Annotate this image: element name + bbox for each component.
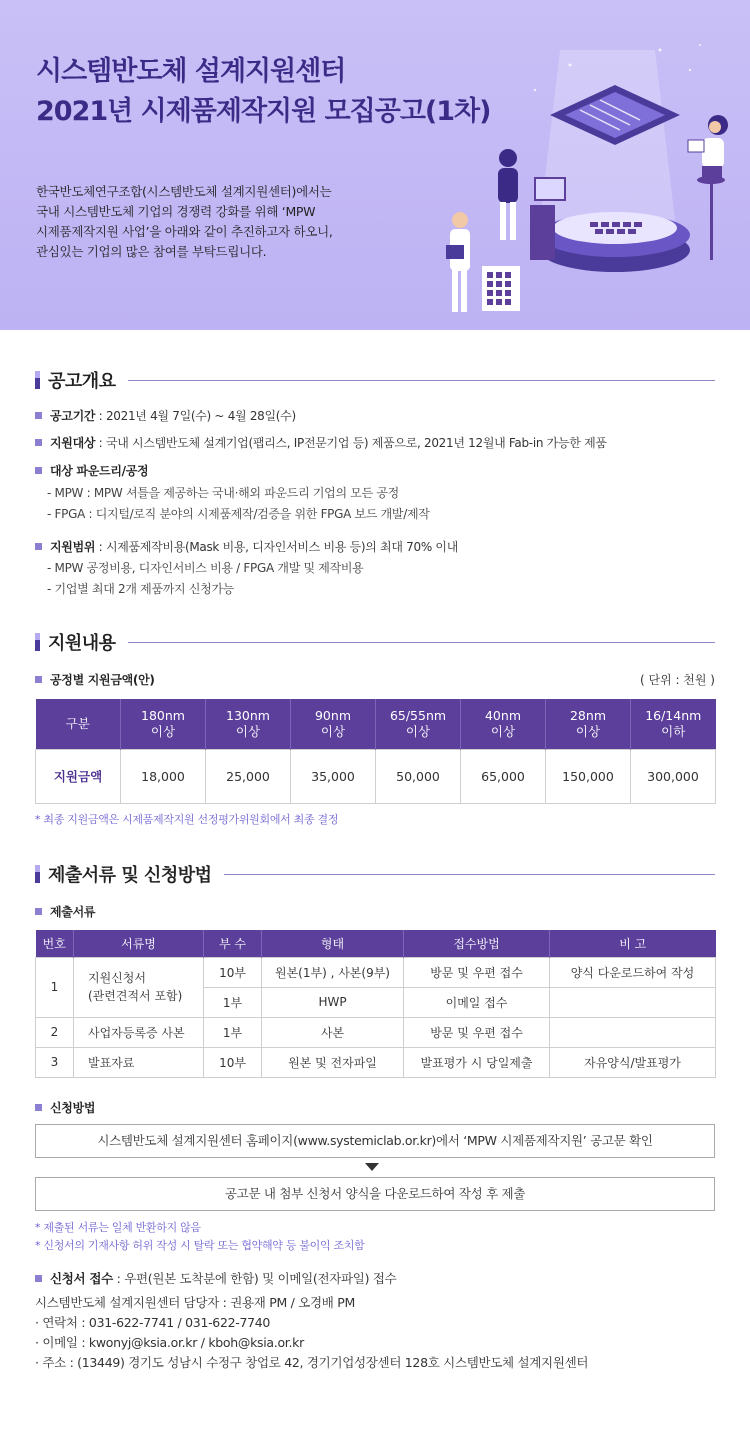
tablet-icon	[446, 245, 464, 259]
overview-scope	[35, 538, 458, 555]
section-docs-heading	[35, 862, 715, 886]
heading-marker	[35, 371, 40, 389]
bullet-square-icon	[35, 676, 42, 683]
bullet-square-icon	[35, 908, 42, 915]
table-cell: 10부	[204, 957, 262, 987]
scientist-head	[452, 212, 468, 228]
desc-line: 시제품제작지원 사업’을 아래와 같이 추진하고자 하오니,	[36, 224, 333, 239]
table-cell: 발표자료	[74, 1047, 204, 1077]
overview-period	[35, 407, 296, 424]
clipboard-icon	[688, 140, 704, 152]
table-cell: 1부	[204, 987, 262, 1017]
desc-line: 국내 시스템반도체 기업의 경쟁력 강화를 위해 ‘MPW	[36, 204, 316, 219]
table-header-cell: 40nm 이상	[461, 699, 546, 749]
target-value: : 국내 시스템반도체 설계기업(팹리스, IP전문기업 등) 제품으로, 2021년 12월내 Fab-in 가능한 제품	[95, 436, 607, 450]
stool-icon	[697, 176, 725, 184]
page-title	[36, 52, 490, 132]
heading-marker	[35, 865, 40, 883]
engineer-head	[499, 149, 517, 167]
docs-sublabel	[35, 903, 95, 920]
table-cell: HWP	[262, 987, 404, 1017]
unit-label: ( 단위 : 천원 )	[639, 673, 715, 687]
bullet-square-icon	[35, 1275, 42, 1282]
table-cell: 1	[36, 957, 74, 1017]
table-cell: 방문 및 우편 접수	[404, 1017, 550, 1047]
table-row	[36, 1047, 716, 1077]
receipt-label: 신청서 접수	[50, 1271, 113, 1286]
table-header-cell: 16/14nm 이하	[631, 699, 716, 749]
table-header-cell: 65/55nm 이상	[376, 699, 461, 749]
table-row-label: 지원금액	[36, 749, 121, 803]
apply-note: * 제출된 서류는 일체 반환하지 않음	[35, 1221, 201, 1234]
table-header-cell: 부 수	[204, 930, 262, 957]
woman-body	[702, 138, 724, 168]
support-amount-table	[35, 699, 716, 804]
support-sublabel	[35, 671, 155, 688]
contact-phone: · 연락처 : 031-622-7741 / 031-622-7740	[35, 1315, 271, 1330]
section-support-heading	[35, 630, 715, 654]
table-cell: 원본(1부) , 사본(9부)	[262, 957, 404, 987]
table-cell: 65,000	[461, 749, 546, 803]
bullet-square-icon	[35, 543, 42, 550]
table-header-cell: 형태	[262, 930, 404, 957]
table-cell: 지원신청서 (관련견적서 포함)	[74, 957, 204, 1017]
table-cell	[550, 987, 716, 1017]
table-header-cell: 접수방법	[404, 930, 550, 957]
wafer-icon	[553, 212, 677, 244]
scope-item: - 기업별 최대 2개 제품까지 신청가능	[47, 582, 235, 596]
table-cell: 3	[36, 1047, 74, 1077]
apply-sublabel	[35, 1099, 95, 1116]
desc-line: 관심있는 기업의 많은 참여를 부탁드립니다.	[36, 244, 267, 259]
apply-step-2: 공고문 내 첨부 신청서 양식을 다운로드하여 작성 후 제출	[35, 1177, 715, 1211]
title-line-1: 시스템반도체 설계지원센터	[36, 56, 346, 87]
bullet-square-icon	[35, 439, 42, 446]
table-header-cell: 번호	[36, 930, 74, 957]
desc-line: 한국반도체연구조합(시스템반도체 설계지원센터)에서는	[36, 184, 332, 199]
section-title: 공고개요	[48, 371, 116, 392]
bullet-square-icon	[35, 1104, 42, 1111]
apply-step-1: 시스템반도체 설계지원센터 홈페이지(www.systemiclab.or.kr)에서 ‘MPW 시제품제작지원’ 공고문 확인	[35, 1124, 715, 1158]
section-title: 제출서류 및 신청방법	[48, 865, 212, 886]
arrow-down-icon	[365, 1163, 379, 1171]
heading-rule	[128, 380, 715, 381]
table-cell: 25,000	[206, 749, 291, 803]
table-header-row	[36, 930, 716, 957]
hero-description	[36, 182, 406, 262]
table-header-cell: 90nm 이상	[291, 699, 376, 749]
heading-rule	[224, 874, 715, 875]
foundry-item: - FPGA : 디지털/로직 분야의 시제품제작/검증을 위한 FPGA 보드 개발/제작	[47, 507, 430, 521]
table-cell: 2	[36, 1017, 74, 1047]
heading-rule	[128, 642, 715, 643]
table-cell: 이메일 접수	[404, 987, 550, 1017]
apply-sub-label: 신청방법	[50, 1101, 96, 1115]
table-header-cell: 28nm 이상	[546, 699, 631, 749]
table-row	[36, 957, 716, 987]
docs-sub-label: 제출서류	[50, 905, 96, 919]
table-cell: 사업자등록증 사본	[74, 1017, 204, 1047]
contact-address: · 주소 : (13449) 경기도 성남시 수정구 창업로 42, 경기기업성장센터 128호 시스템반도체 설계지원센터	[35, 1355, 589, 1370]
table-cell: 150,000	[546, 749, 631, 803]
foundry-label: 대상 파운드리/공정	[50, 464, 149, 478]
table-header-cell: 130nm 이상	[206, 699, 291, 749]
engineer-body	[498, 168, 518, 203]
bullet-square-icon	[35, 467, 42, 474]
table-header-cell: 비 고	[550, 930, 716, 957]
table-cell: 방문 및 우편 접수	[404, 957, 550, 987]
table-cell: 300,000	[631, 749, 716, 803]
table-cell: 원본 및 전자파일	[262, 1047, 404, 1077]
overview-foundry	[35, 462, 148, 479]
table-cell: 자유양식/발표평가	[550, 1047, 716, 1077]
overview-target	[35, 434, 607, 451]
table-header-cell: 서류명	[74, 930, 204, 957]
period-label: 공고기간	[50, 409, 96, 423]
table-cell: 35,000	[291, 749, 376, 803]
table-row	[36, 1017, 716, 1047]
monitor-icon	[535, 178, 565, 200]
support-note: * 최종 지원금액은 시제품제작지원 선정평가위원회에서 최종 결정	[35, 813, 339, 826]
bullet-square-icon	[35, 412, 42, 419]
documents-table	[35, 930, 716, 1078]
table-cell	[550, 1017, 716, 1047]
console-stand	[530, 205, 555, 260]
table-cell: 18,000	[121, 749, 206, 803]
period-value: : 2021년 4월 7일(수) ~ 4월 28일(수)	[95, 409, 296, 423]
heading-marker	[35, 633, 40, 651]
foundry-item: - MPW : MPW 셔틀을 제공하는 국내·해외 파운드리 기업의 모든 공정	[47, 486, 399, 500]
table-cell: 사본	[262, 1017, 404, 1047]
semiconductor-illustration	[440, 30, 750, 330]
table-cell: 10부	[204, 1047, 262, 1077]
scope-value: : 시제품제작비용(Mask 비용, 디자인서비스 비용 등)의 최대 70% 이내	[95, 540, 459, 554]
scope-label: 지원범위	[50, 540, 96, 554]
table-cell: 1부	[204, 1017, 262, 1047]
hero-banner	[0, 0, 750, 330]
section-overview-heading	[35, 368, 715, 392]
table-header-cell: 180nm 이상	[121, 699, 206, 749]
table-cell: 양식 다운로드하여 작성	[550, 957, 716, 987]
target-label: 지원대상	[50, 436, 96, 450]
scope-item: - MPW 공정비용, 디자인서비스 비용 / FPGA 개발 및 제작비용	[47, 561, 364, 575]
table-cell: 발표평가 시 당일제출	[404, 1047, 550, 1077]
contact-email: · 이메일 : kwonyj@ksia.or.kr / kboh@ksia.or.kr	[35, 1335, 304, 1350]
receipt-line	[35, 1269, 396, 1287]
section-title: 지원내용	[48, 633, 116, 654]
title-line-2: 2021년 시제품제작지원 모집공고(1차)	[36, 96, 491, 127]
apply-note: * 신청서의 기재사항 허위 작성 시 탈락 또는 협약해약 등 불이익 조치함	[35, 1239, 365, 1252]
table-header-cell: 구분	[36, 699, 121, 749]
receipt-value: : 우편(원본 도착분에 한함) 및 이메일(전자파일) 접수	[112, 1271, 397, 1286]
table-header-row	[36, 699, 716, 749]
table-cell: 50,000	[376, 749, 461, 803]
table-row	[36, 749, 716, 803]
support-sub-label: 공정별 지원금액(안)	[50, 673, 155, 687]
contact-person: 시스템반도체 설계지원센터 담당자 : 권용재 PM / 오경배 PM	[35, 1295, 355, 1310]
